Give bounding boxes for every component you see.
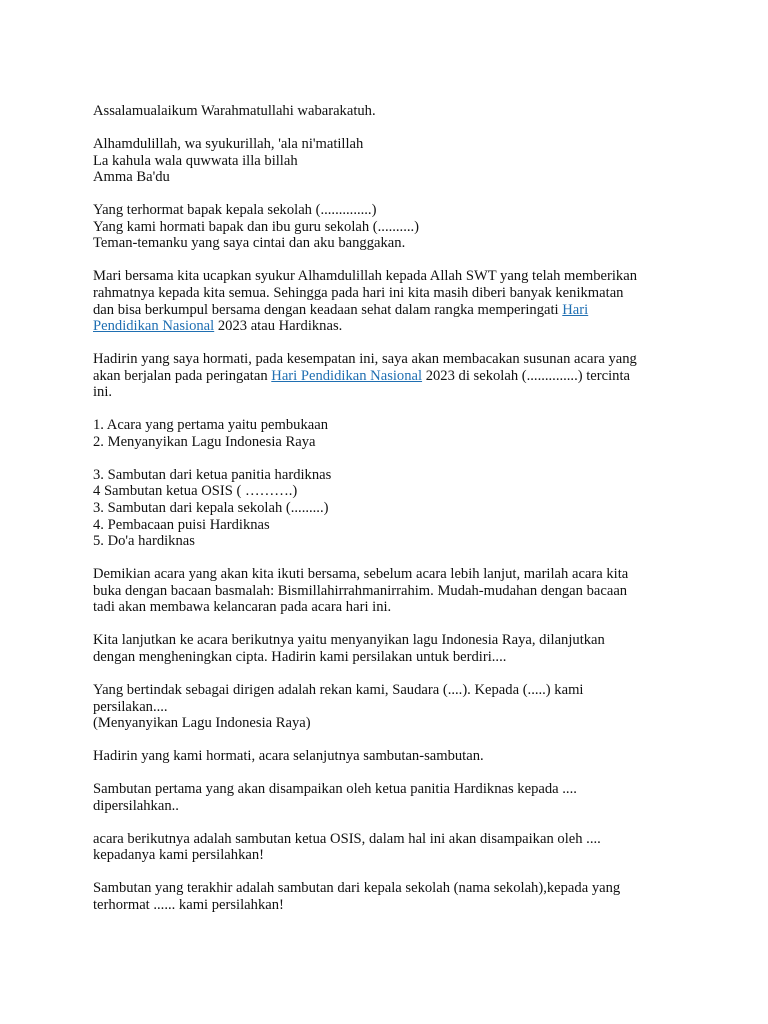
agenda-item: 3. Sambutan dari ketua panitia hardiknas: [93, 466, 332, 483]
agenda-list-1: [93, 417, 693, 450]
sambutan-1-line: dipersilahkan..: [93, 797, 179, 814]
opening-line: La kahula wala quwwata illa billah: [93, 152, 298, 169]
agenda-item: 4. Pembacaan puisi Hardiknas: [93, 516, 270, 533]
syukur-line: [93, 318, 693, 335]
agenda-item: 4 Sambutan ketua OSIS ( ……….): [93, 483, 298, 500]
dirigen-line: Yang bertindak sebagai dirigen adalah rekan kami, Saudara (....). Kepada (.....) kami: [93, 681, 584, 698]
basmalah-line: buka dengan bacaan basmalah: Bismillahirrahmanirrahim. Mudah-mudahan dengan bacaan: [93, 582, 628, 599]
dirigen-line: (Menyanyikan Lagu Indonesia Raya): [93, 715, 311, 732]
susunan-paragraph: [93, 351, 693, 401]
lanjut-paragraph: [93, 632, 693, 665]
basmalah-line: tadi akan membawa kelancaran pada acara hari ini.: [93, 599, 392, 616]
susunan-line: ini.: [93, 384, 113, 401]
sambutan-2-paragraph: [93, 831, 693, 864]
agenda-item: 3. Sambutan dari kepala sekolah (.........): [93, 500, 329, 517]
agenda-list-2: [93, 467, 693, 550]
lanjut-line: dengan mengheningkan cipta. Hadirin kami persilakan untuk berdiri....: [93, 648, 507, 665]
dirigen-line: persilakan....: [93, 698, 168, 715]
hari-pendidikan-nasional-link[interactable]: Hari Pendidikan Nasional: [271, 367, 423, 384]
greeting-line: Assalamualaikum Warahmatullahi wabarakatuh.: [93, 103, 376, 119]
salutation-line: Yang terhormat bapak kepala sekolah (..............): [93, 202, 377, 219]
sambutan-1-line: Sambutan pertama yang akan disampaikan oleh ketua panitia Hardiknas kepada ....: [93, 781, 577, 798]
sambutan-2-line: acara berikutnya adalah sambutan ketua OSIS, dalam hal ini akan disampaikan oleh ....: [93, 830, 601, 847]
greeting: [93, 103, 693, 120]
sambutan-3-paragraph: [93, 880, 693, 913]
salutation-line: Teman-temanku yang saya cintai dan aku banggakan.: [93, 235, 406, 252]
hari-pendidikan-nasional-link[interactable]: Hari: [562, 301, 589, 318]
lanjut-line: Kita lanjutkan ke acara berikutnya yaitu menyanyikan lagu Indonesia Raya, dilanjutkan: [93, 632, 605, 649]
syukur-text: 2023 atau Hardiknas.: [214, 318, 343, 335]
syukur-text: dan bisa berkumpul bersama dengan keadaan sehat dalam rangka memperingati: [93, 301, 563, 318]
sambutan-1-paragraph: [93, 781, 693, 814]
hari-pendidikan-nasional-link[interactable]: Pendidikan Nasional: [93, 318, 215, 335]
opening-paragraph: [93, 136, 693, 186]
salutation-line: Yang kami hormati bapak dan ibu guru sekolah (..........): [93, 218, 420, 235]
basmalah-line: Demikian acara yang akan kita ikuti bersama, sebelum acara lebih lanjut, marilah acara kita: [93, 566, 629, 583]
sambutan-3-line: Sambutan yang terakhir adalah sambutan dari kepala sekolah (nama sekolah),kepada yang: [93, 880, 621, 897]
susunan-text: akan berjalan pada peringatan: [93, 367, 272, 384]
document-page: [93, 103, 693, 930]
sambutan-line: Hadirin yang kami hormati, acara selanjutnya sambutan-sambutan.: [93, 748, 484, 765]
agenda-item: 1. Acara yang pertama yaitu pembukaan: [93, 417, 329, 434]
opening-line: Amma Ba'du: [93, 169, 170, 186]
agenda-item: 5. Do'a hardiknas: [93, 533, 195, 550]
susunan-line: Hadirin yang saya hormati, pada kesempatan ini, saya akan membacakan susunan acara yang: [93, 351, 637, 368]
agenda-item: 2. Menyanyikan Lagu Indonesia Raya: [93, 433, 316, 450]
sambutan-2-line: kepadanya kami persilahkan!: [93, 847, 264, 864]
susunan-text: 2023 di sekolah (..............) tercinta: [422, 367, 630, 384]
basmalah-paragraph: [93, 566, 693, 616]
sambutan-paragraph: [93, 748, 693, 765]
syukur-paragraph: [93, 268, 693, 334]
syukur-line: rahmatnya kepada kita semua. Sehingga pada hari ini kita masih diberi banyak kenikmatan: [93, 284, 624, 301]
syukur-line: [93, 302, 693, 319]
sambutan-3-line: terhormat ...... kami persilahkan!: [93, 896, 284, 913]
dirigen-paragraph: [93, 682, 693, 732]
syukur-line: Mari bersama kita ucapkan syukur Alhamdulillah kepada Allah SWT yang telah memberikan: [93, 268, 638, 285]
salutations-paragraph: [93, 202, 693, 252]
opening-line: Alhamdulillah, wa syukurillah, 'ala ni'matillah: [93, 135, 364, 152]
susunan-line: [93, 368, 693, 385]
